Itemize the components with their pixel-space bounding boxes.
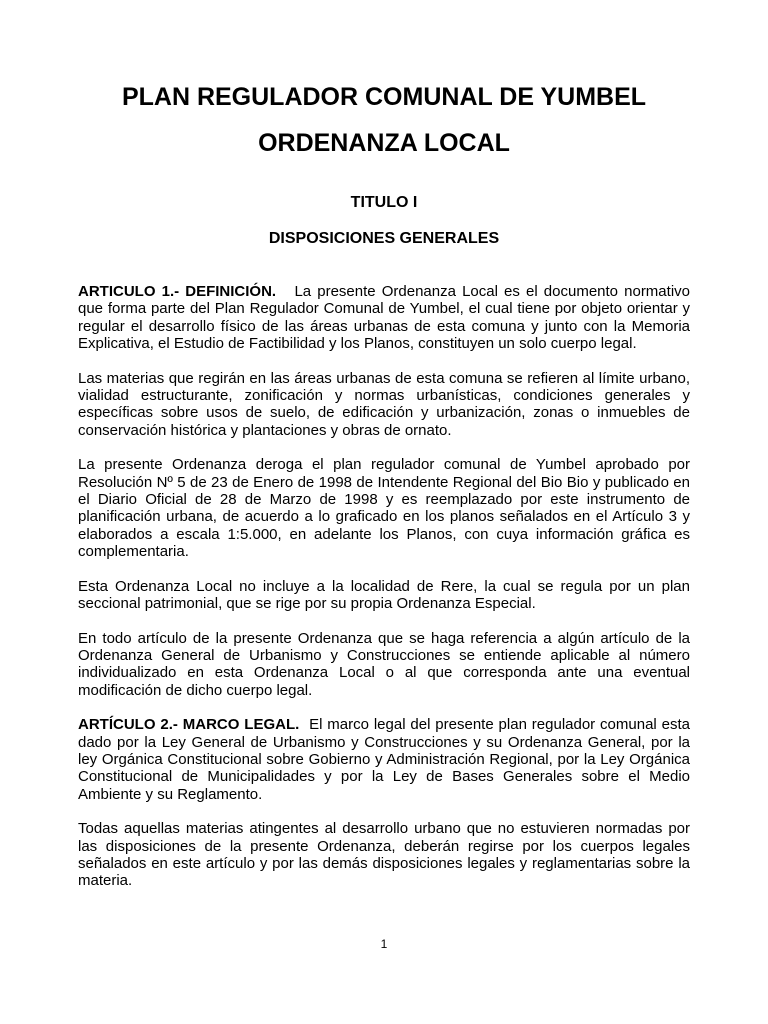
paragraph: [78, 578, 690, 613]
paragraph-text: Todas aquellas materias atingentes al desarrollo urbano que no estuvieren normadas por las disposiciones de la presente Ordenanza, deberán regirse por los cuerpos legales señalados en este artículo y por las demás disposiciones legales y reglamentarias sobre la materia.: [78, 820, 690, 890]
paragraph: [78, 820, 690, 890]
paragraph: [78, 370, 690, 440]
page-number: 1: [380, 937, 388, 951]
paragraph: [78, 456, 690, 560]
paragraph-article-1: [78, 283, 690, 353]
paragraph-text: La presente Ordenanza deroga el plan regulador comunal de Yumbel aprobado por Resolución Nº 5 de 23 de Enero de 1998 de Intendente Regional del Bio Bio y publicado en el Diario Oficial de 28 de Marzo de 1998 y es reemplazado por este instrumento de planificación urbana, de acuerdo a lo graficado en los planos señalados en el Artículo 3 y elaborados a escala 1:5.000, en adelante los Planos, con cuya información gráfica es complementaria.: [78, 456, 690, 561]
paragraph-text: El marco legal del presente plan regulador comunal esta dado por la Ley General de Urbanismo y Construcciones y su Ordenanza General, por la ley Orgánica Constitucional sobre Gobierno y Administración Regional, por la Ley Orgánica Constitucional de Municipalidades y por la Ley de Bases Generales sobre el Medio Ambiente y su Reglamento.: [78, 716, 690, 803]
article-heading: ARTÍCULO 2.- MARCO LEGAL.: [78, 716, 300, 734]
document-title: PLAN REGULADOR COMUNAL DE YUMBEL: [121, 83, 647, 111]
paragraph-text: En todo artículo de la presente Ordenanza que se haga referencia a algún artículo de la Ordenanza General de Urbanismo y Construcciones se entiende aplicable al número individualizado en esta Ordenanza Local o al que corresponda ante una eventual modificación de dicho cuerpo legal.: [78, 629, 690, 699]
article-heading: ARTICULO 1.- DEFINICIÓN.: [78, 283, 277, 300]
document-body: [78, 283, 690, 907]
section-subtitle: DISPOSICIONES GENERALES: [268, 230, 500, 247]
paragraph-text: Esta Ordenanza Local no incluye a la localidad de Rere, la cual se regula por un plan seccional patrimonial, que se rige por su propia Ordenanza Especial.: [78, 577, 690, 613]
document-subtitle: ORDENANZA LOCAL: [258, 129, 510, 157]
section-title: TITULO I: [350, 194, 418, 211]
paragraph-text: La presente Ordenanza Local es el documento normativo que forma parte del Plan Regulador Comunal de Yumbel, el cual tiene por objeto orientar y regular el desarrollo físico de las áreas urbanas de esta comuna y junto con la Memoria Explicativa, el Estudio de Factibilidad y los Planos, constituyen un solo cuerpo legal.: [78, 283, 690, 353]
paragraph: [78, 630, 690, 700]
paragraph-article-2: [78, 716, 690, 803]
paragraph-text: Las materias que regirán en las áreas urbanas de esta comuna se refieren al límite urbano, vialidad estructurante, zonificación y normas urbanísticas, condiciones generales y específicas sobre usos de suelo, de edificación y urbanización, zonas o inmuebles de conservación histórica y plantaciones y obras de ornato.: [78, 369, 690, 439]
